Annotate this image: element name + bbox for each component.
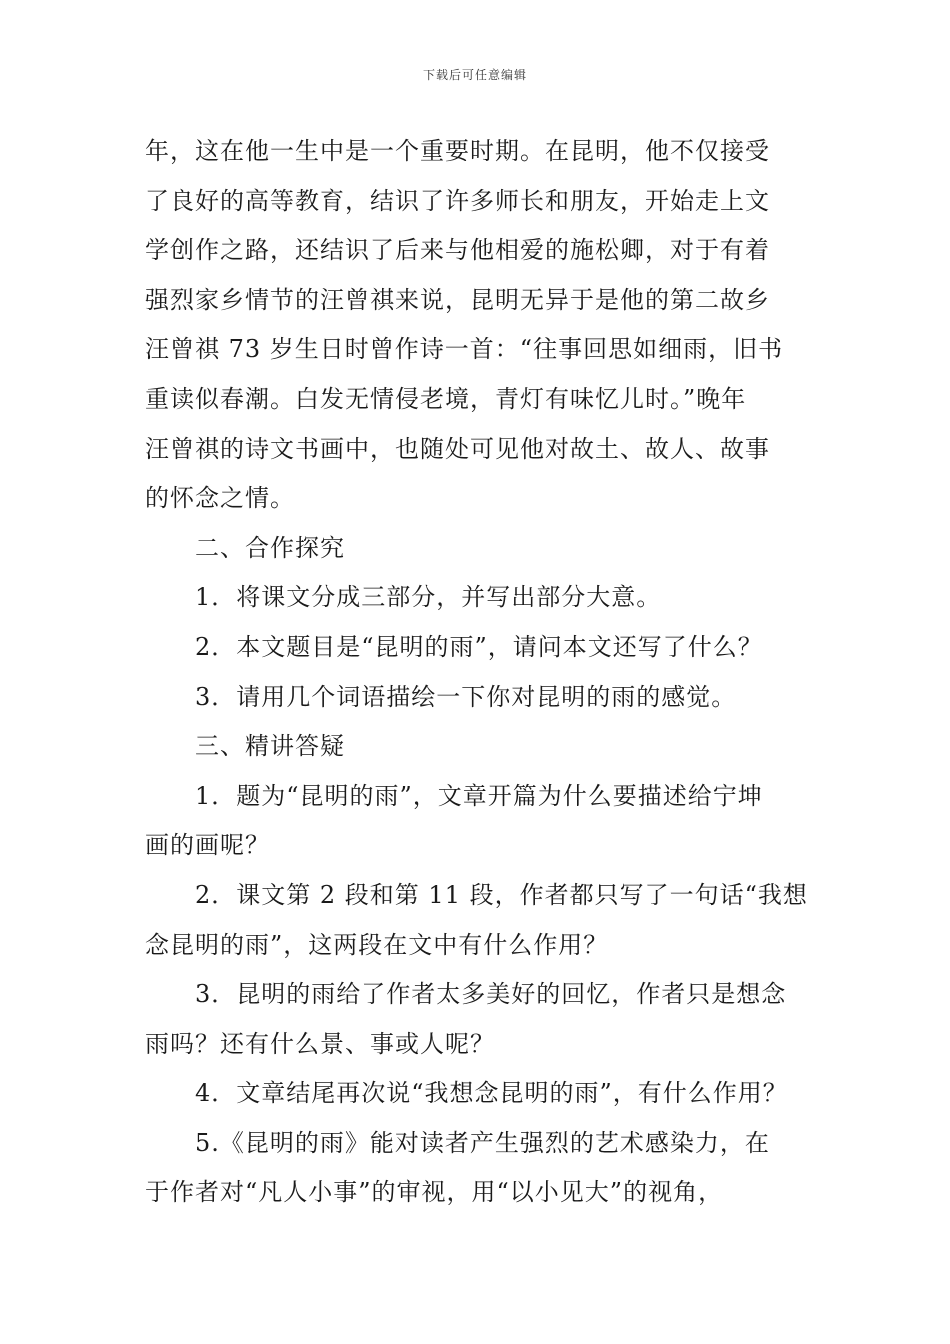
paragraph-line: 强烈家乡情节的汪曾祺来说，昆明无异于是他的第二故乡 bbox=[145, 285, 770, 314]
question-item: 2．课文第 2 段和第 11 段，作者都只写了一句话“我想 bbox=[195, 880, 808, 909]
question-item-continuation: 画的画呢？ bbox=[145, 831, 270, 860]
paragraph-line: 汪曾祺 73 岁生日时曾作诗一首：“往事回思如细雨，旧书 bbox=[145, 335, 784, 364]
question-item: 2．本文题目是“昆明的雨”，请问本文还写了什么？ bbox=[195, 632, 763, 661]
question-item: 1．题为“昆明的雨”，文章开篇为什么要描述给宁坤 bbox=[195, 781, 763, 810]
section-heading: 三、精讲答疑 bbox=[195, 732, 345, 761]
section-heading: 二、合作探究 bbox=[195, 533, 345, 562]
paragraph-line: 学创作之路，还结识了后来与他相爱的施松卿，对于有着 bbox=[145, 236, 770, 265]
document-body bbox=[145, 127, 810, 1218]
paragraph-line: 重读似春潮。白发无情侵老境，青灯有味忆儿时。”晚年 bbox=[145, 384, 747, 413]
question-item-continuation: 念昆明的雨”，这两段在文中有什么作用？ bbox=[145, 930, 609, 959]
question-item: 4．文章结尾再次说“我想念昆明的雨”，有什么作用？ bbox=[195, 1079, 788, 1108]
paragraph-line: 的怀念之情。 bbox=[145, 484, 295, 513]
page-header: 下载后可任意编辑 bbox=[422, 68, 527, 82]
question-item: 3．昆明的雨给了作者太多美好的回忆，作者只是想念 bbox=[195, 980, 787, 1009]
paragraph-line: 汪曾祺的诗文书画中，也随处可见他对故土、故人、故事 bbox=[145, 434, 770, 463]
question-item: 1．将课文分成三部分，并写出部分大意。 bbox=[195, 583, 662, 612]
paragraph-line: 年，这在他一生中是一个重要时期。在昆明，他不仅接受 bbox=[145, 137, 770, 165]
question-item-continuation: 雨吗？还有什么景、事或人呢？ bbox=[145, 1029, 495, 1058]
question-item: 5.《昆明的雨》能对读者产生强烈的艺术感染力，在 bbox=[195, 1128, 770, 1157]
paragraph-line: 了良好的高等教育，结识了许多师长和朋友，开始走上文 bbox=[145, 186, 770, 215]
question-item: 3．请用几个词语描绘一下你对昆明的雨的感觉。 bbox=[195, 682, 737, 711]
question-item-continuation: 于作者对“凡人小事”的审视，用“以小见大”的视角， bbox=[145, 1178, 724, 1207]
